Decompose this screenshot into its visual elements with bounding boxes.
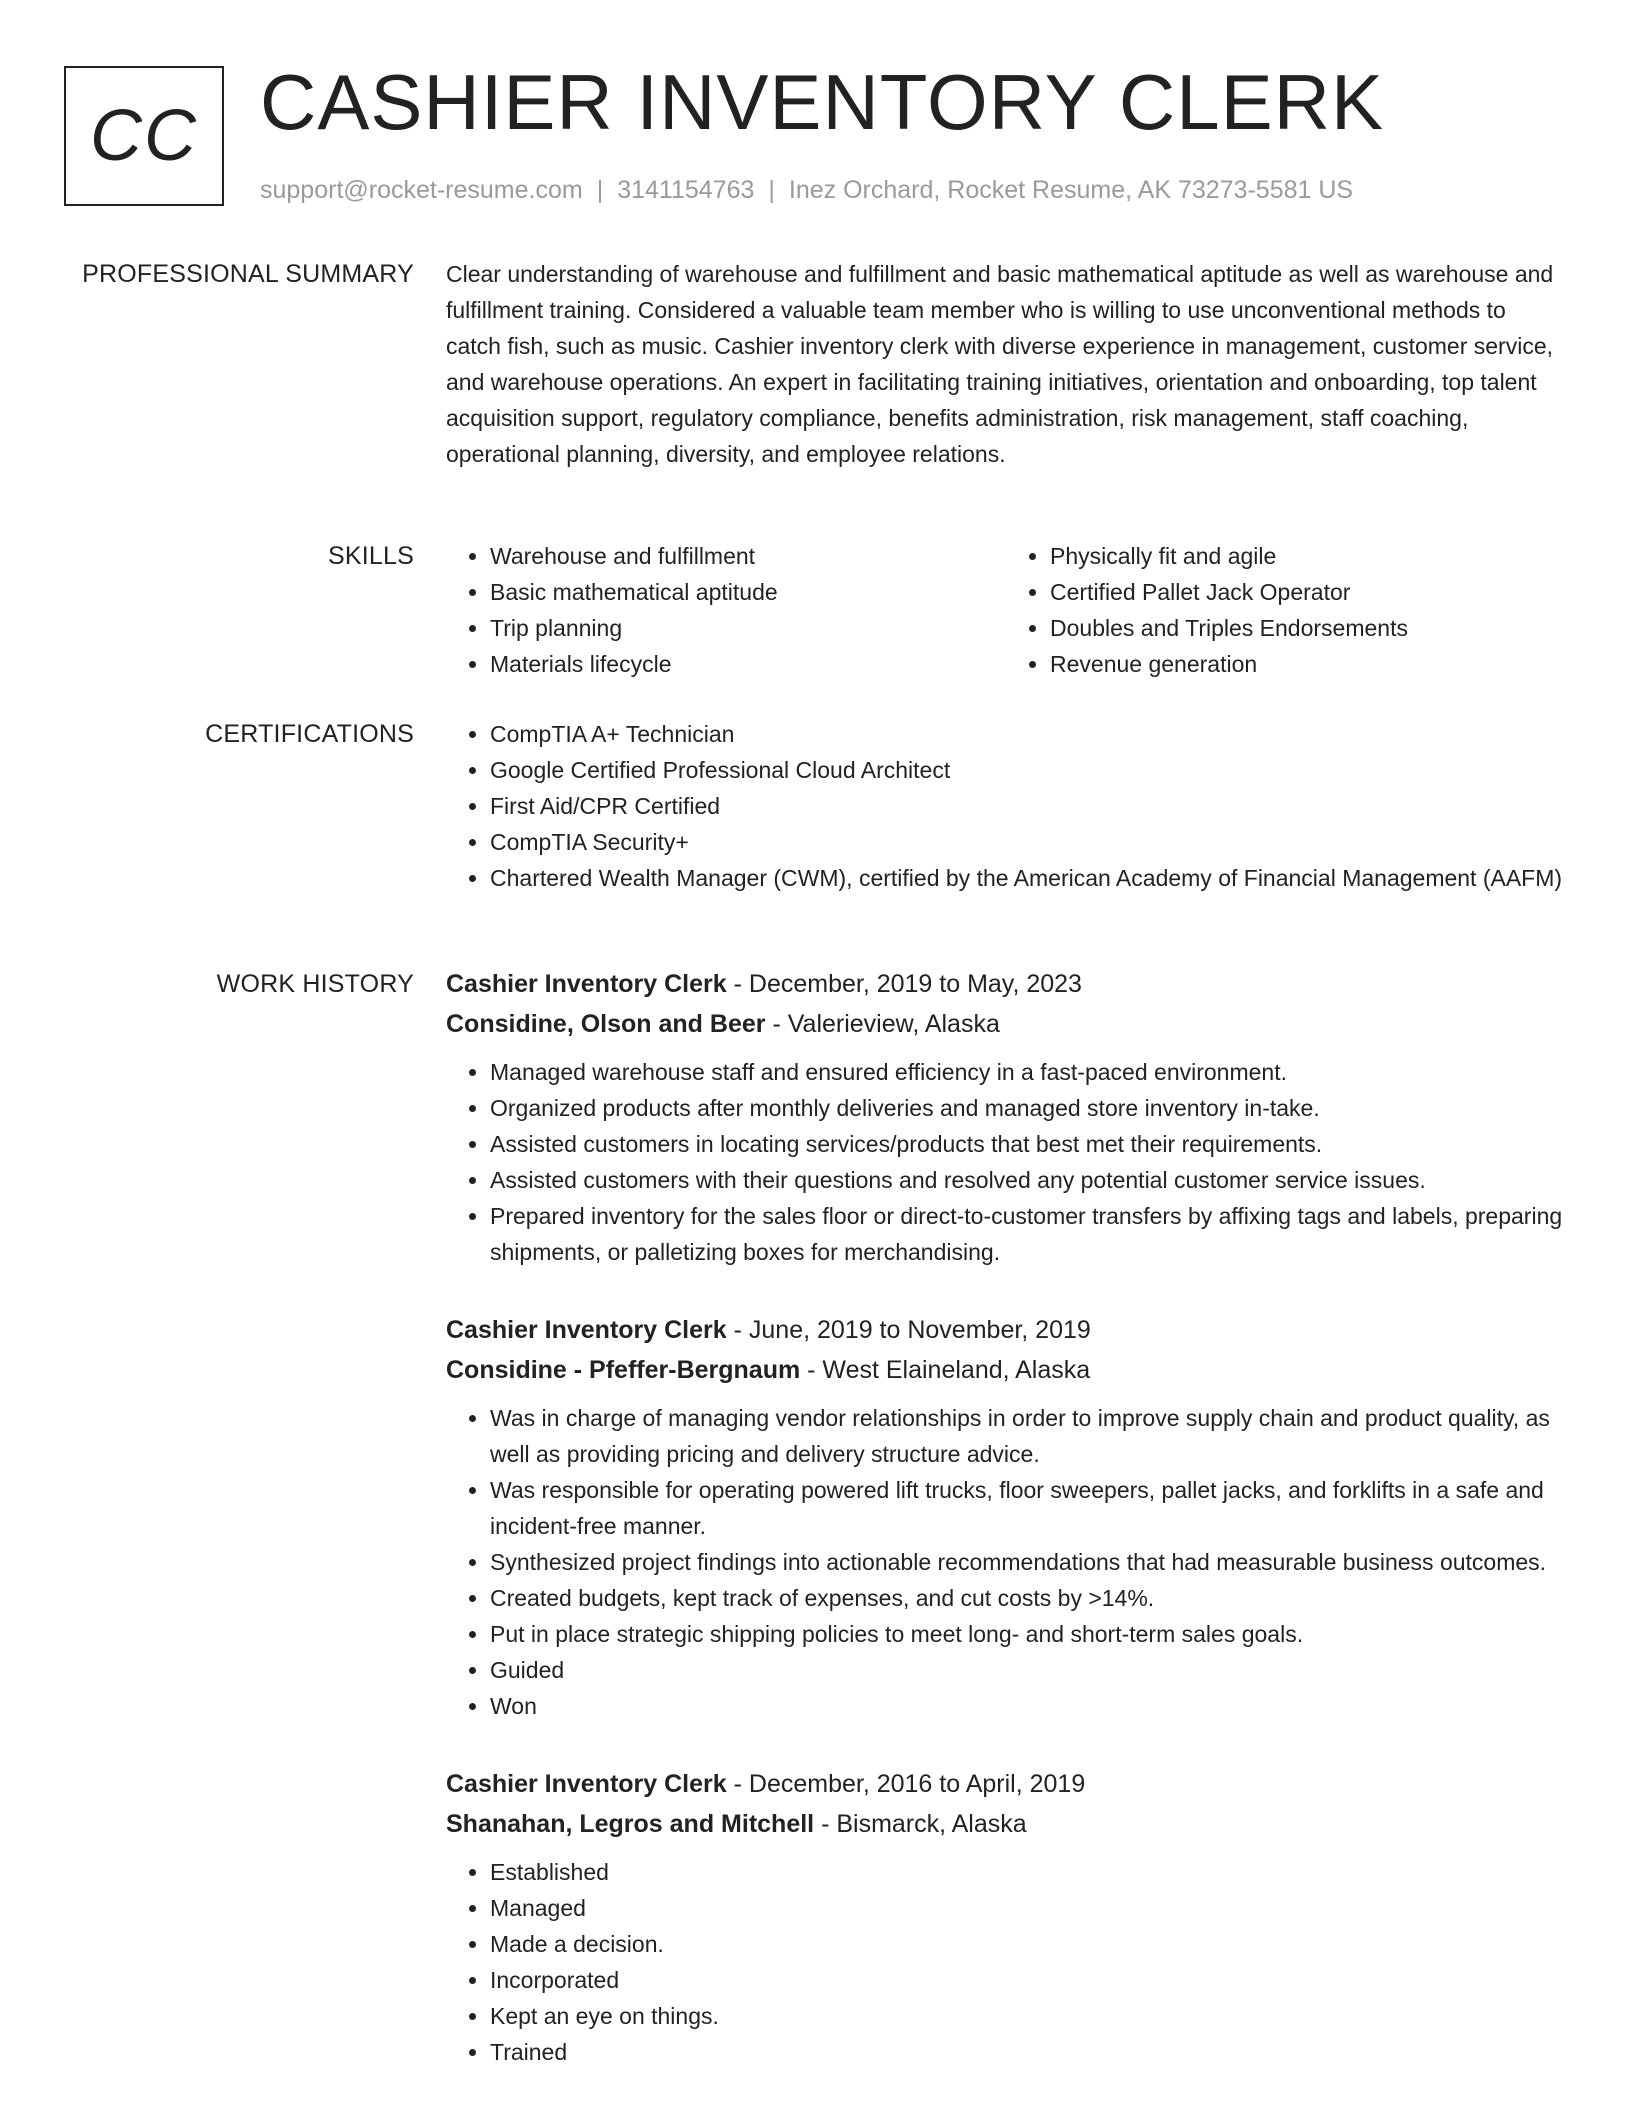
job-entry [446,1764,1566,2070]
certification-item: • CompTIA A+ Technician [490,716,1566,752]
job-duties [446,1400,1566,1724]
certifications-list [446,716,1566,896]
job-duty-item: • Created budgets, kept track of expenses, and cut costs by >14%. [490,1580,1566,1616]
resume-title: CASHIER INVENTORY CLERK [260,58,1384,146]
certification-item: • Chartered Wealth Manager (CWM), certified by the American Academy of Financial Management (AAFM) [490,860,1566,896]
monogram-box [64,66,224,206]
job-entry [446,964,1566,1270]
certification-item: • CompTIA Security+ [490,824,1566,860]
skills-column-right [1006,538,1566,682]
summary-label: PROFESSIONAL SUMMARY [82,260,414,288]
job-dates: - December, 2016 to April, 2019 [726,1770,1086,1798]
skill-item: • Revenue generation [1050,646,1566,682]
skill-item: • Doubles and Triples Endorsements [1050,610,1566,646]
job-company: Considine - Pfeffer-Bergnaum [446,1356,801,1384]
job-title: Cashier Inventory Clerk [446,1770,727,1798]
job-duty-item: • Kept an eye on things. [490,1998,1566,2034]
job-duty-item: • Prepared inventory for the sales floor or direct-to-customer transfers by affixing tags and labels, preparing shipments, or palletizing boxes for merchandising. [490,1198,1566,1270]
job-duties [446,1054,1566,1270]
certification-item: • First Aid/CPR Certified [490,788,1566,824]
job-company-line [446,1350,1566,1390]
certifications-label: CERTIFICATIONS [205,720,414,748]
job-title-line [446,964,1566,1004]
work-history-label: WORK HISTORY [216,970,414,998]
job-duty-item: • Was in charge of managing vendor relationships in order to improve supply chain and product quality, as well as providing pricing and delivery structure advice. [490,1400,1566,1472]
skills-list [446,538,1566,682]
job-title: Cashier Inventory Clerk [446,1316,727,1344]
skill-item: • Physically fit and agile [1050,538,1566,574]
job-duty-item: • Organized products after monthly deliveries and managed store inventory in-take. [490,1090,1566,1126]
skill-item: • Basic mathematical aptitude [490,574,1006,610]
job-duty-item: • Assisted customers in locating services/products that best met their requirements. [490,1126,1566,1162]
contact-separator: | [596,176,604,204]
job-company: Considine, Olson and Beer [446,1010,766,1038]
skill-item: • Certified Pallet Jack Operator [1050,574,1566,610]
skill-item: • Materials lifecycle [490,646,1006,682]
job-company-line [446,1804,1566,1844]
job-duty-item: • Won [490,1688,1566,1724]
job-duty-item: • Put in place strategic shipping policies to meet long- and short-term sales goals. [490,1616,1566,1652]
skills-label: SKILLS [328,542,414,570]
job-duty-item: • Incorporated [490,1962,1566,1998]
job-title: Cashier Inventory Clerk [446,970,727,998]
job-company: Shanahan, Legros and Mitchell [446,1810,815,1838]
contact-line [260,174,1353,207]
skill-item: • Trip planning [490,610,1006,646]
skill-item: • Warehouse and fulfillment [490,538,1006,574]
work-history-list [446,964,1566,2110]
job-duties [446,1854,1566,2070]
job-dates: - December, 2019 to May, 2023 [726,970,1082,998]
contact-phone: 3141154763 [617,176,755,204]
job-duty-item: • Managed warehouse staff and ensured efficiency in a fast-paced environment. [490,1054,1566,1090]
job-duty-item: • Guided [490,1652,1566,1688]
job-duty-item: • Assisted customers with their questions and resolved any potential customer service issues. [490,1162,1566,1198]
job-location: - Valerieview, Alaska [765,1010,1000,1038]
job-entry [446,1310,1566,1724]
job-title-line [446,1310,1566,1350]
skills-column-left [446,538,1006,682]
job-duty-item: • Trained [490,2034,1566,2070]
summary-text: Clear understanding of warehouse and fulfillment and basic mathematical aptitude as well as warehouse and fulfillment training. Considered a valuable team member who is willing to use unconventional methods to catch fish, such as music. Cashier inventory clerk with diverse experience in management, customer service, and warehouse operations. An expert in facilitating training initiatives, orientation and onboarding, top talent acquisition support, regulatory compliance, benefits administration, risk management, staff coaching, operational planning, diversity, and employee relations. [446,261,1554,467]
job-duty-item: • Made a decision. [490,1926,1566,1962]
job-duty-item: • Was responsible for operating powered lift trucks, floor sweepers, pallet jacks, and forklifts in a safe and incident-free manner. [490,1472,1566,1544]
contact-separator: | [768,176,775,204]
job-location: - Bismarck, Alaska [814,1810,1027,1838]
job-location: - West Elaineland, Alaska [800,1356,1091,1384]
certification-item: • Google Certified Professional Cloud Architect [490,752,1566,788]
job-company-line [446,1004,1566,1044]
job-duty-item: • Established [490,1854,1566,1890]
job-dates: - June, 2019 to November, 2019 [726,1316,1091,1344]
contact-address: Inez Orchard, Rocket Resume, AK 73273-5581 US [788,176,1354,204]
job-duty-item: • Managed [490,1890,1566,1926]
job-duty-item: • Synthesized project findings into actionable recommendations that had measurable business outcomes. [490,1544,1566,1580]
job-title-line [446,1764,1566,1804]
contact-email: support@rocket-resume.com [260,176,583,204]
monogram-initials: CC [90,96,198,176]
